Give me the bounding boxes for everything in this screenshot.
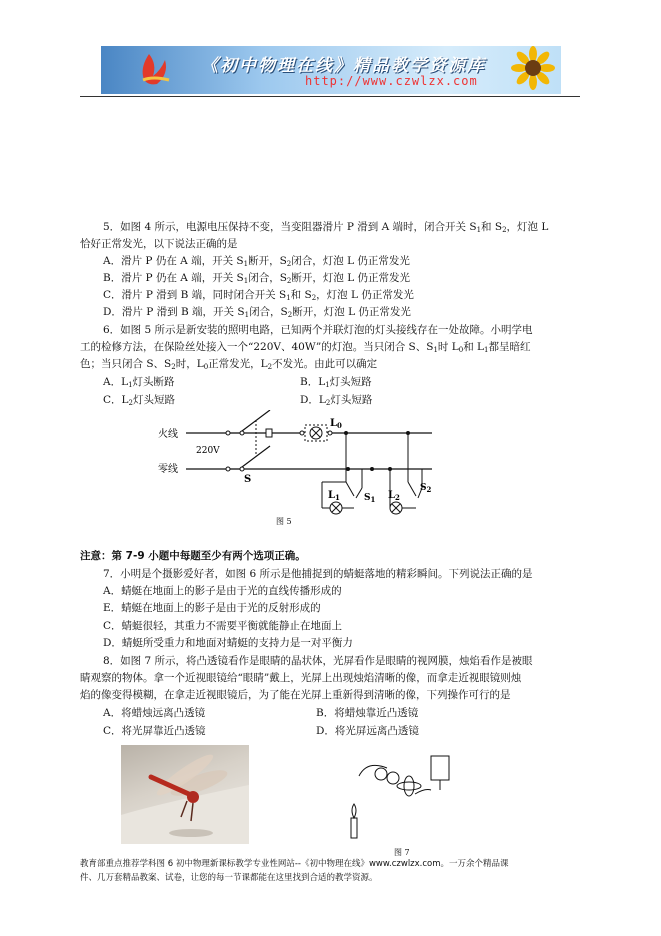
figure-7-caption: 图 7 [394, 848, 410, 857]
convex-lens-icon [404, 776, 414, 796]
header-divider [80, 96, 580, 97]
q8-stem-line3: 焰的像变得模糊，在拿走近视眼镜后，为了能在光屏上重新得到清晰的像，下列操作可行的是 [80, 689, 511, 701]
q7-option-c[interactable]: C．蜻蜓很轻，其重力不需要平衡就能静止在地面上 [103, 620, 343, 632]
footer-line2: 件、几万套精品教案、试卷，让您的每一节课都能在这里找到合适的教学资源。 [80, 873, 378, 883]
q6-stem-line3: 色；当只闭合 S、$S_2$时，$L_0$正常发光，$L_2$不发光。由此可以确定 [80, 358, 378, 371]
q7-option-a[interactable]: A．蜻蜓在地面上的影子是由于光的直线传播形成的 [103, 585, 342, 597]
figure-6-dragonfly-photo [121, 745, 249, 844]
site-url[interactable]: http://www.czwlzx.com [305, 74, 478, 88]
site-banner [101, 46, 561, 94]
svg-text:S1: $S_1$ [364, 493, 376, 504]
candle-icon [351, 818, 357, 838]
q8-option-b[interactable]: B．将蜡烛靠近凸透镜 [316, 707, 419, 719]
footer-line1: 教育部重点推荐学科图 6 初中物理新课标教学专业性网站--《初中物理在线》www.czwlzx.com。一万余个精品课 [80, 859, 509, 869]
sunflower-icon [491, 46, 561, 94]
q6-stem-line1: 6．如图 5 所示是新安装的照明电路，已知两个并联灯泡的灯头接线存在一处故障。小明学电 [103, 324, 533, 336]
multi-answer-note: 注意：第 7-9 小题中每题至少有两个选项正确。 [80, 550, 306, 562]
q6-option-b[interactable]: B．$L_1$灯头短路 [300, 376, 372, 389]
q5-option-b[interactable]: B．滑片 P 仍在 A 端，开关 $S_1$闭合，$S_2$断开，灯泡 L 仍正常发光 [103, 272, 411, 285]
glasses-icon [359, 765, 387, 776]
svg-text:L0: $L_0$ [330, 418, 342, 430]
q7-option-d[interactable]: D．蜻蜓所受重力和地面对蜻蜓的支持力是一对平衡力 [103, 637, 353, 649]
q8-option-d[interactable]: D．将光屏远离凸透镜 [316, 725, 419, 737]
screen-icon [431, 756, 449, 780]
neutral-wire-label: 零线 [158, 464, 178, 475]
q6-stem-line2: 工的检修方法，在保险丝处接入一个“220V、40W”的灯泡。当只闭合 S、$S_1$时 $L_0$和 $L_1$都呈暗红 [80, 341, 531, 354]
q6-option-a[interactable]: A．$L_1$灯头断路 [103, 376, 175, 389]
svg-text:L1: $L_1$ [328, 490, 340, 502]
q7-stem: 7．小明是个摄影爱好者，如图 6 所示是他捕捉到的蜻蜓落地的精彩瞬间。下列说法正确的是 [103, 568, 533, 580]
q8-option-c[interactable]: C．将光屏靠近凸透镜 [103, 725, 206, 737]
switch-s-label: S [244, 474, 252, 485]
figure-7-lens-setup [347, 748, 457, 846]
q5-option-a[interactable]: A．滑片 P 仍在 A 端，开关 $S_1$断开，$S_2$闭合，灯泡 L 仍正常发光 [103, 255, 410, 268]
figure-5-caption: 图 5 [276, 517, 292, 526]
q5-option-c[interactable]: C．滑片 P 滑到 B 端，同时闭合开关 $S_1$和 $S_2$，灯泡 L 仍正常发光 [103, 289, 414, 302]
site-title: 《初中物理在线》精品教学资源库 [201, 56, 486, 76]
voltage-label: 220V [196, 446, 220, 456]
q8-option-a[interactable]: A．将蜡烛远离凸透镜 [103, 707, 206, 719]
dragonfly-icon [121, 745, 249, 844]
site-logo-icon [135, 50, 175, 90]
q5-stem-line2: 恰好正常发光，以下说法正确的是 [80, 238, 238, 250]
q8-stem-line1: 8．如图 7 所示，将凸透镜看作是眼睛的晶状体，光屏看作是眼睛的视网膜，烛焰看作是被眼 [103, 655, 533, 667]
q8-stem-line2: 睛观察的物体。拿一个近视眼镜给“眼睛”戴上，光屏上出现烛焰清晰的像，而拿走近视眼镜则烛 [80, 672, 522, 684]
q6-option-c[interactable]: C．$L_2$灯头短路 [103, 394, 175, 407]
q5-stem-line1: 5．如图 4 所示，电源电压保持不变，当变阻器滑片 P 滑到 A 端时，闭合开关 $S_1$和 $S_2$，灯泡 L [103, 221, 549, 234]
svg-text:S2: $S_2$ [420, 483, 432, 494]
live-wire-label: 火线 [158, 429, 178, 440]
svg-text:L2: $L_2$ [388, 490, 400, 502]
q5-option-d[interactable]: D．滑片 P 滑到 B 端，开关 $S_1$闭合，$S_2$断开，灯泡 L 仍正常发光 [103, 306, 411, 319]
q7-option-b[interactable]: E．蜻蜓在地面上的影子是由于光的反射形成的 [103, 602, 321, 614]
q6-option-d[interactable]: D．$L_2$灯头短路 [300, 394, 373, 407]
figure-5-circuit [150, 410, 450, 518]
